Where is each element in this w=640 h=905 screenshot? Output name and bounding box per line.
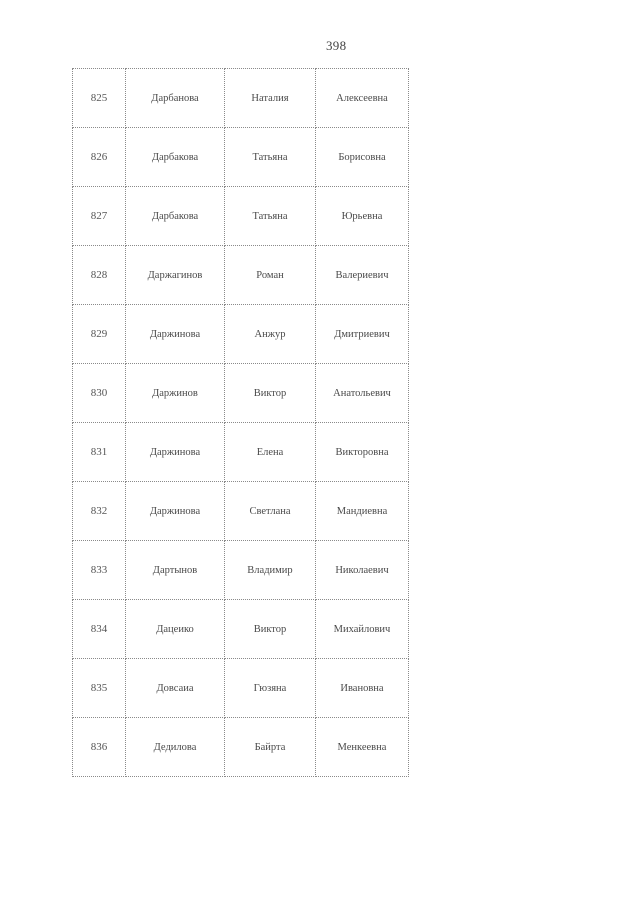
patronymic-cell: Дмитриевич — [316, 305, 409, 364]
first-name-cell: Светлана — [225, 482, 316, 541]
first-name-cell: Татьяна — [225, 128, 316, 187]
table-row — [73, 541, 409, 600]
first-name-cell: Владимир — [225, 541, 316, 600]
patronymic-cell: Анатольевич — [316, 364, 409, 423]
patronymic-cell: Мандиевна — [316, 482, 409, 541]
last-name-cell: Дарбанова — [126, 69, 225, 128]
table-row — [73, 364, 409, 423]
row-number-cell: 827 — [73, 187, 126, 246]
patronymic-cell: Михайлович — [316, 600, 409, 659]
page-number: 398 — [326, 38, 347, 53]
last-name-cell: Довсаиа — [126, 659, 225, 718]
last-name-cell: Даржинова — [126, 305, 225, 364]
row-number-cell: 832 — [73, 482, 126, 541]
patronymic-cell: Николаевич — [316, 541, 409, 600]
table-row — [73, 423, 409, 482]
row-number-cell: 834 — [73, 600, 126, 659]
table-body — [73, 69, 409, 777]
row-number-cell: 829 — [73, 305, 126, 364]
table-row — [73, 600, 409, 659]
first-name-cell: Виктор — [225, 600, 316, 659]
patronymic-cell: Валериевич — [316, 246, 409, 305]
last-name-cell: Даржинова — [126, 423, 225, 482]
first-name-cell: Татьяна — [225, 187, 316, 246]
last-name-cell: Дартынов — [126, 541, 225, 600]
first-name-cell: Виктор — [225, 364, 316, 423]
table-row — [73, 187, 409, 246]
row-number-cell: 825 — [73, 69, 126, 128]
last-name-cell: Даржинов — [126, 364, 225, 423]
patronymic-cell: Юрьевна — [316, 187, 409, 246]
table-row — [73, 69, 409, 128]
register-table — [72, 68, 409, 777]
table-row — [73, 128, 409, 187]
row-number-cell: 831 — [73, 423, 126, 482]
patronymic-cell: Менкеевна — [316, 718, 409, 777]
last-name-cell: Даржинова — [126, 482, 225, 541]
first-name-cell: Роман — [225, 246, 316, 305]
last-name-cell: Дарбакова — [126, 187, 225, 246]
table-row — [73, 718, 409, 777]
first-name-cell: Байрта — [225, 718, 316, 777]
row-number-cell: 836 — [73, 718, 126, 777]
patronymic-cell: Борисовна — [316, 128, 409, 187]
patronymic-cell: Алексеевна — [316, 69, 409, 128]
table-row — [73, 659, 409, 718]
row-number-cell: 830 — [73, 364, 126, 423]
row-number-cell: 826 — [73, 128, 126, 187]
table-row — [73, 305, 409, 364]
patronymic-cell: Ивановна — [316, 659, 409, 718]
first-name-cell: Наталия — [225, 69, 316, 128]
first-name-cell: Анжур — [225, 305, 316, 364]
row-number-cell: 833 — [73, 541, 126, 600]
row-number-cell: 835 — [73, 659, 126, 718]
row-number-cell: 828 — [73, 246, 126, 305]
first-name-cell: Елена — [225, 423, 316, 482]
last-name-cell: Дацеико — [126, 600, 225, 659]
patronymic-cell: Викторовна — [316, 423, 409, 482]
last-name-cell: Дарбакова — [126, 128, 225, 187]
first-name-cell: Гюзяна — [225, 659, 316, 718]
table-row — [73, 482, 409, 541]
last-name-cell: Даржагинов — [126, 246, 225, 305]
table-row — [73, 246, 409, 305]
last-name-cell: Дедилова — [126, 718, 225, 777]
